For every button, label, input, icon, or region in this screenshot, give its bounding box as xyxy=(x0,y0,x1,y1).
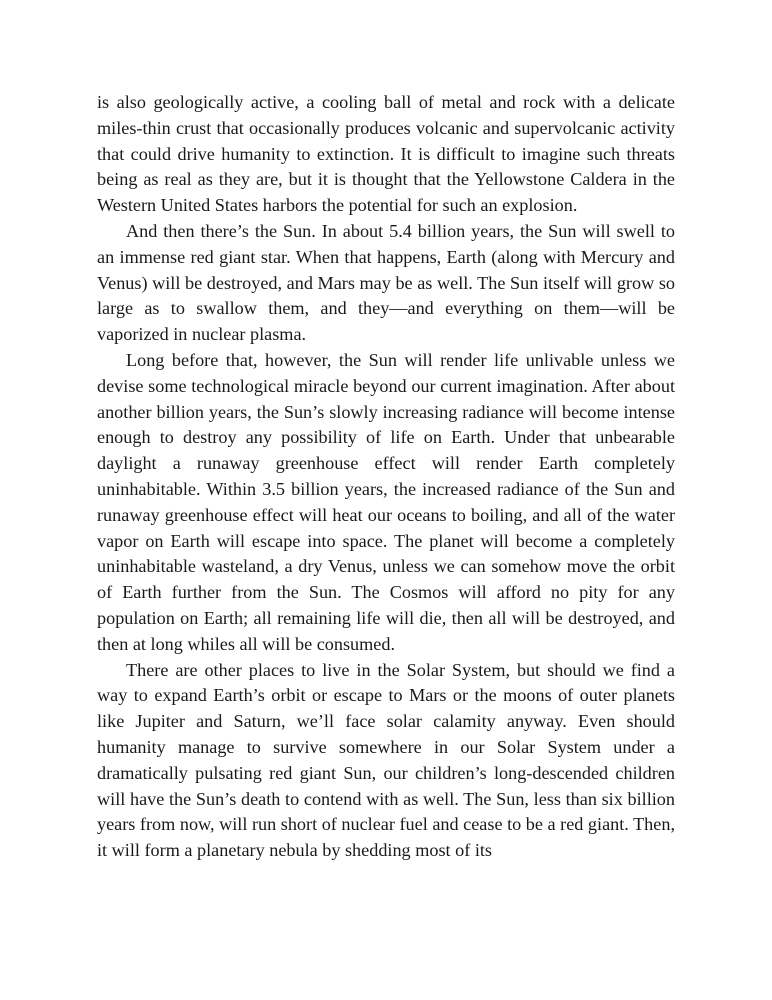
paragraph-4: There are other places to live in the Solar System, but should we find a way to expand Earth’s orbit or escape to Mars or the moons of outer planets like Jupiter and Saturn, we’ll face solar calamity anyway. Even should humanity manage to survive somewhere in our Solar System under a dramatically pulsating red giant Sun, our children’s long-descended children will have the Sun’s death to contend with as well. The Sun, less than six billion years from now, will run short of nuclear fuel and cease to be a red giant. Then, it will form a planetary nebula by shedding most of its xyxy=(97,659,675,861)
paragraph-1: is also geologically active, a cooling ball of metal and rock with a delicate miles-thin crust that occasionally produces volcanic and supervolcanic activity that could drive humanity to extinction. It is difficult to imagine such threats being as real as they are, but it is thought that the Yellowstone Caldera in the Western United States harbors the potential for such an explosion. xyxy=(97,92,675,216)
paragraph-2: And then there’s the Sun. In about 5.4 billion years, the Sun will swell to an immense red giant star. When that happens, Earth (along with Mercury and Venus) will be destroyed, and Mars may be as well. The Sun itself will grow so large as to swallow them, and they—and everything on them—will be vaporized in nuclear plasma. xyxy=(97,220,675,345)
document-page xyxy=(97,90,675,864)
paragraph-3: Long before that, however, the Sun will render life unlivable unless we devise some technological miracle beyond our current imagination. After about another billion years, the Sun’s slowly increasing radiance will become intense enough to destroy any possibility of life on Earth. Under that unbearable daylight a runaway greenhouse effect will render Earth completely uninhabitable. Within 3.5 billion years, the increased radiance of the Sun and runaway greenhouse effect will heat our oceans to boiling, and all of the water vapor on Earth will escape into space. The planet will become a completely uninhabitable wasteland, a dry Venus, unless we can somehow move the orbit of Earth further from the Sun. The Cosmos will afford no pity for any population on Earth; all remaining life will die, then all will be destroyed, and then at long whiles all will be consumed. xyxy=(97,349,675,654)
